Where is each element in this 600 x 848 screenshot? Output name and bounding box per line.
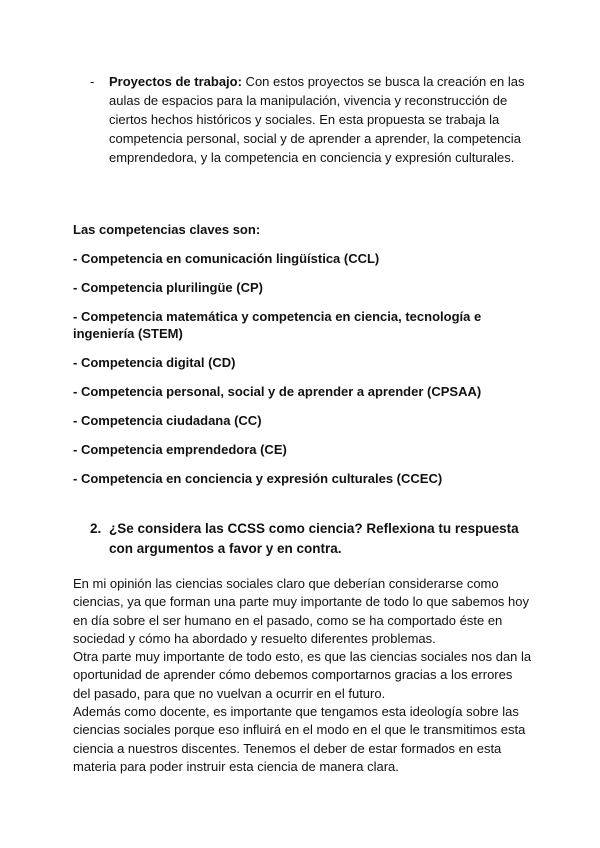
competencia-item: - Competencia matemática y competencia en ciencia, tecnología e ingeniería (STEM) (73, 309, 482, 341)
answer-body (73, 575, 533, 776)
bullet-proyectos-de-trabajo (90, 72, 530, 167)
competencia-item: - Competencia personal, social y de aprender a aprender (CPSAA) (73, 384, 482, 399)
question-number: 2. (90, 521, 102, 536)
bullet-dash: - (90, 74, 95, 89)
competencia-item: - Competencia en comunicación lingüística (CCL) (73, 251, 380, 266)
question-text: ¿Se considera las CCSS como ciencia? Reflexiona tu respuesta con argumentos a favor y en contra. (109, 521, 519, 556)
bullet-title: Proyectos de trabajo: (109, 74, 242, 89)
answer-paragraph: Además como docente, es importante que tengamos esta ideología sobre las ciencias sociales porque eso influirá en el modo en el que le transmitimos esta ciencia a nuestros discentes. Tenemos el deber de estar formados en esta materia para poder instruir esta ciencia de manera clara. (73, 704, 526, 774)
competencia-item: - Competencia en conciencia y expresión culturales (CCEC) (73, 471, 443, 486)
competencia-item: - Competencia plurilingüe (CP) (73, 280, 263, 295)
competencias-list (73, 250, 513, 499)
answer-paragraph: En mi opinión las ciencias sociales claro que deberían considerarse como ciencias, ya que forman una parte muy importante de todo lo que sabemos hoy en día sobre el ser humano en el pasado, como se ha comportado éste en sociedad y cómo ha abordado y resuelto diferentes problemas. (73, 576, 529, 646)
competencias-heading: Las competencias claves son: (73, 222, 261, 237)
bullet-text (109, 72, 530, 167)
competencia-item: - Competencia digital (CD) (73, 355, 236, 370)
bullet-body: Con estos proyectos se busca la creación en las aulas de espacios para la manipulación, vivencia y reconstrucción de ciertos hechos históricos y sociales. En esta propuesta se trabaja la competencia personal, social y de aprender a aprender, la competencia emprendedora, y la competencia en conciencia y expresión culturales. (109, 74, 525, 165)
competencia-item: - Competencia ciudadana (CC) (73, 413, 262, 428)
competencia-item: - Competencia emprendedora (CE) (73, 442, 287, 457)
question-heading (90, 519, 530, 559)
answer-paragraph: Otra parte muy importante de todo esto, es que las ciencias sociales nos dan la oportunidad de aprender cómo debemos comportarnos gracias a los errores del pasado, para que no vuelvan a ocurrir en el futuro. (73, 649, 532, 701)
